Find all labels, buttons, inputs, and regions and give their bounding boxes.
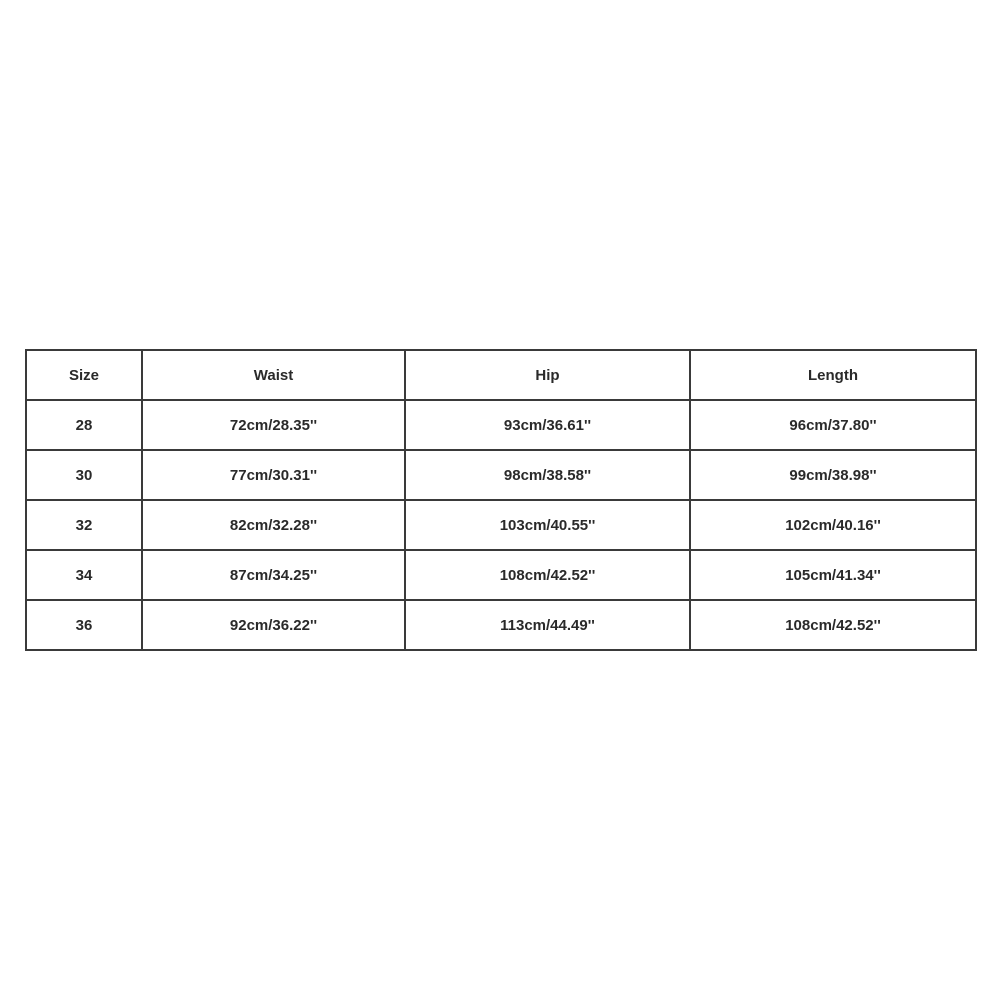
table-row <box>26 500 976 550</box>
cell-hip: 113cm/44.49'' <box>405 600 690 650</box>
cell-waist: 82cm/32.28'' <box>142 500 405 550</box>
cell-hip: 108cm/42.52'' <box>405 550 690 600</box>
cell-waist: 92cm/36.22'' <box>142 600 405 650</box>
cell-hip: 98cm/38.58'' <box>405 450 690 500</box>
table-header <box>26 350 976 400</box>
table-row <box>26 600 976 650</box>
table-body <box>26 400 976 650</box>
cell-size: 30 <box>26 450 142 500</box>
header-hip: Hip <box>405 350 690 400</box>
cell-size: 36 <box>26 600 142 650</box>
cell-size: 34 <box>26 550 142 600</box>
header-length: Length <box>690 350 976 400</box>
header-waist: Waist <box>142 350 405 400</box>
cell-hip: 103cm/40.55'' <box>405 500 690 550</box>
table-row <box>26 400 976 450</box>
size-chart-table <box>25 349 977 651</box>
cell-waist: 77cm/30.31'' <box>142 450 405 500</box>
cell-length: 105cm/41.34'' <box>690 550 976 600</box>
cell-waist: 72cm/28.35'' <box>142 400 405 450</box>
cell-length: 108cm/42.52'' <box>690 600 976 650</box>
cell-length: 99cm/38.98'' <box>690 450 976 500</box>
table-row <box>26 450 976 500</box>
header-row <box>26 350 976 400</box>
cell-waist: 87cm/34.25'' <box>142 550 405 600</box>
cell-length: 102cm/40.16'' <box>690 500 976 550</box>
cell-size: 28 <box>26 400 142 450</box>
cell-length: 96cm/37.80'' <box>690 400 976 450</box>
cell-size: 32 <box>26 500 142 550</box>
table-row <box>26 550 976 600</box>
header-size: Size <box>26 350 142 400</box>
cell-hip: 93cm/36.61'' <box>405 400 690 450</box>
